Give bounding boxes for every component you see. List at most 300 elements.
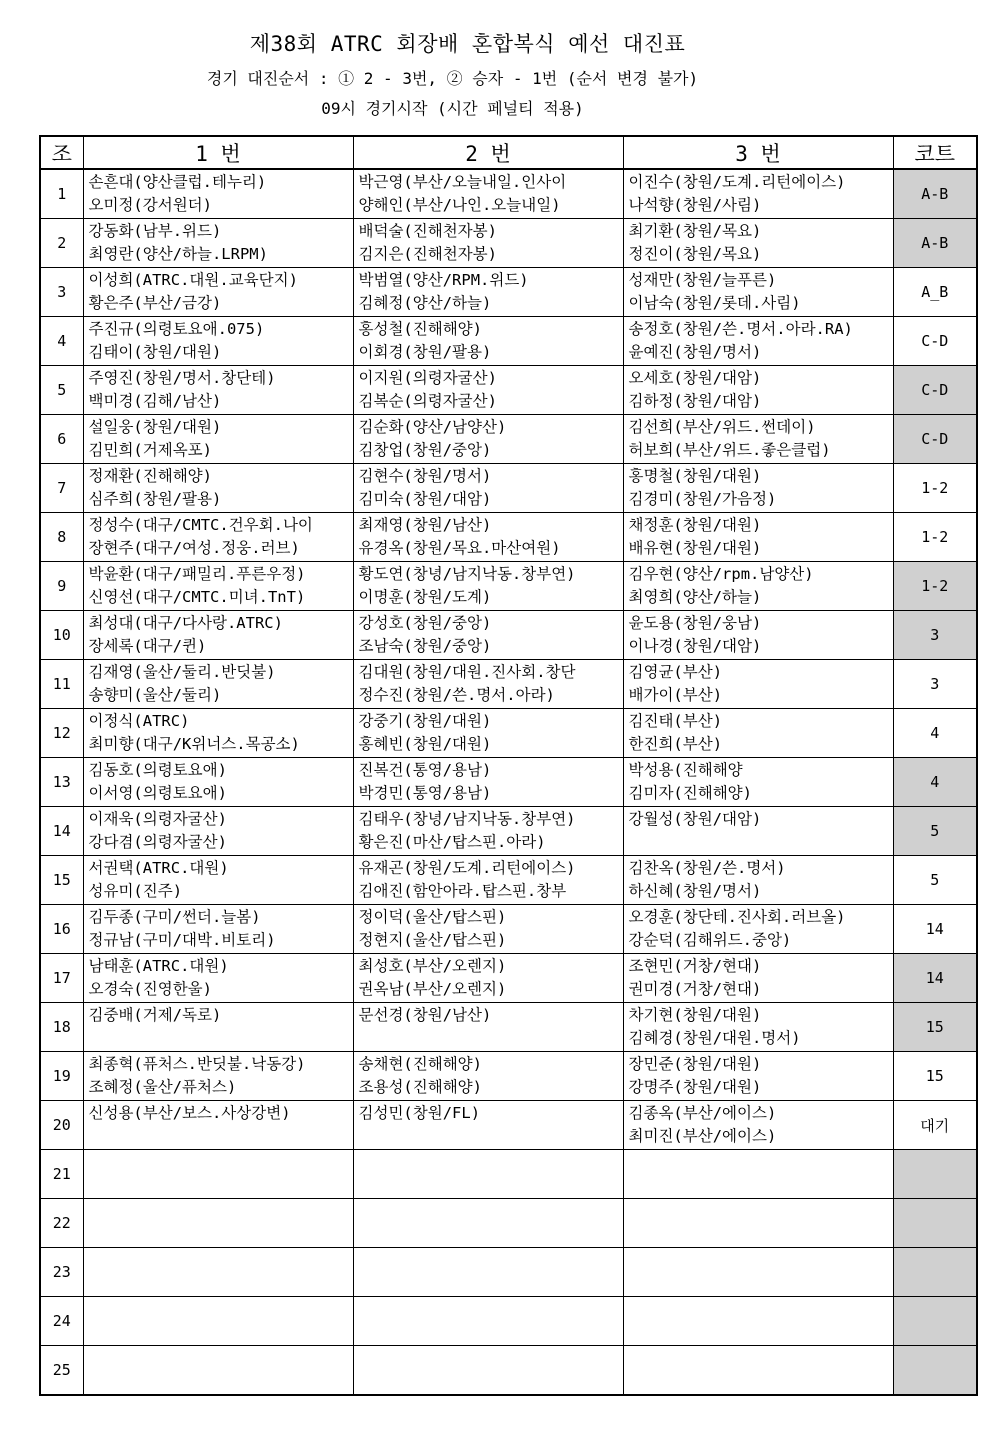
player-name: 김선희(부산/위드.썬데이): [628, 418, 816, 436]
player-name: 하신혜(창원/명서): [628, 882, 762, 900]
team-1-cell: [83, 169, 353, 219]
team-1-cell: [83, 1297, 353, 1346]
team-1-cell: [83, 513, 353, 562]
player-name: 김중배(거제/독로): [88, 1006, 222, 1024]
player-name: [629, 1200, 893, 1223]
player-name: 홍명철(창원/대원): [628, 467, 762, 485]
player-name: [629, 831, 893, 854]
team-2-cell: [353, 366, 623, 415]
court-assignment: C-D: [893, 415, 977, 464]
player-name: 오세호(창원/대암): [628, 369, 762, 387]
team-1-cell: [83, 1003, 353, 1052]
player-name: 최기환(창원/목요): [628, 222, 762, 240]
player-name: 최영희(양산/하늘): [628, 588, 762, 606]
group-number: 11: [40, 660, 83, 709]
player-name: 오미정(강서원더): [88, 196, 212, 214]
player-name: 권옥남(부산/오렌지): [358, 980, 507, 998]
group-number: 6: [40, 415, 83, 464]
team-3-cell: [623, 1346, 893, 1396]
table-row: [40, 611, 977, 660]
player-name: [629, 1347, 893, 1370]
player-name: 장민준(창원/대원): [628, 1055, 762, 1073]
player-name: 김찬옥(창원/쓴.명서): [628, 859, 786, 877]
group-number: 23: [40, 1248, 83, 1297]
player-name: 장현주(대구/여성.정웅.러브): [88, 539, 300, 557]
player-name: 최재영(창원/남산): [358, 516, 492, 534]
team-2-cell: [353, 268, 623, 317]
player-name: 윤도용(창원/웅남): [628, 614, 762, 632]
team-2-cell: [353, 219, 623, 268]
group-number: 14: [40, 807, 83, 856]
player-name: [359, 1321, 623, 1344]
table-row: [40, 1150, 977, 1199]
group-number: 13: [40, 758, 83, 807]
player-name: 이서영(의령토요애): [88, 784, 227, 802]
player-name: 남태훈(ATRC.대원): [88, 957, 229, 975]
player-name: 백미경(김해/남산): [88, 392, 222, 410]
player-name: 김혜정(양산/하늘): [358, 294, 492, 312]
team-2-cell: [353, 1003, 623, 1052]
team-2-cell: [353, 611, 623, 660]
court-assignment: [893, 1297, 977, 1346]
player-name: [359, 1370, 623, 1393]
player-name: 나석향(창원/사림): [628, 196, 762, 214]
table-row: [40, 1248, 977, 1297]
team-3-cell: [623, 513, 893, 562]
player-name: 진복건(통영/용남): [358, 761, 492, 779]
table-row: [40, 954, 977, 1003]
player-name: 정현지(울산/탑스핀): [358, 931, 507, 949]
table-row: [40, 169, 977, 219]
player-name: [629, 1223, 893, 1246]
player-name: 황은주(부산/금강): [88, 294, 222, 312]
player-name: 배유현(창원/대원): [628, 539, 762, 557]
court-assignment: 4: [893, 758, 977, 807]
group-number: 24: [40, 1297, 83, 1346]
player-name: 허보희(부산/위드.좋은클럽): [628, 441, 831, 459]
team-1-cell: [83, 219, 353, 268]
table-row: [40, 1199, 977, 1248]
player-name: 김순화(양산/남양산): [358, 418, 507, 436]
player-name: 김성민(창원/FL): [358, 1104, 481, 1122]
player-name: 심주희(창원/팔용): [88, 490, 222, 508]
court-assignment: 15: [893, 1052, 977, 1101]
group-number: 16: [40, 905, 83, 954]
team-1-cell: [83, 415, 353, 464]
court-assignment: 14: [893, 954, 977, 1003]
player-name: 김동호(의령토요애): [88, 761, 227, 779]
court-assignment: 4: [893, 709, 977, 758]
group-number: 18: [40, 1003, 83, 1052]
player-name: 성유미(진주): [88, 882, 183, 900]
player-name: 한진희(부산): [628, 735, 723, 753]
team-1-cell: [83, 660, 353, 709]
player-name: 손흔대(양산클럽.테누리): [88, 173, 267, 191]
team-3-cell: [623, 317, 893, 366]
player-name: 이회경(창원/팔용): [358, 343, 492, 361]
table-row: [40, 709, 977, 758]
team-2-cell: [353, 709, 623, 758]
player-name: [89, 1347, 353, 1370]
player-name: 정규남(구미/대박.비토리): [88, 931, 276, 949]
player-name: 김우현(양산/rpm.남양산): [628, 565, 814, 583]
player-name: 장세록(대구/퀸): [88, 637, 207, 655]
team-3-cell: [623, 954, 893, 1003]
player-name: 이성희(ATRC.대원.교육단지): [88, 271, 298, 289]
player-name: 이정식(ATRC): [88, 712, 190, 730]
team-2-cell: [353, 415, 623, 464]
court-assignment: 3: [893, 611, 977, 660]
team-3-cell: [623, 807, 893, 856]
player-name: 배가이(부산): [628, 686, 723, 704]
team-3-cell: [623, 758, 893, 807]
player-name: 송향미(울산/둘리): [88, 686, 222, 704]
player-name: [359, 1027, 623, 1050]
player-name: 최미향(대구/K위너스.목공소): [88, 735, 300, 753]
column-header-team1: 1 번: [83, 136, 353, 169]
table-row: [40, 807, 977, 856]
header-row: [40, 136, 977, 169]
player-name: 황도연(창녕/남지낙동.창부연): [358, 565, 576, 583]
team-3-cell: [623, 169, 893, 219]
team-1-cell: [83, 366, 353, 415]
team-2-cell: [353, 562, 623, 611]
team-3-cell: [623, 415, 893, 464]
player-name: 김미숙(창원/대암): [358, 490, 492, 508]
table-row: [40, 1346, 977, 1396]
team-3-cell: [623, 1003, 893, 1052]
team-1-cell: [83, 1101, 353, 1150]
team-1-cell: [83, 709, 353, 758]
team-3-cell: [623, 660, 893, 709]
player-name: 최종혁(퓨처스.반딧불.낙동강): [88, 1055, 306, 1073]
team-1-cell: [83, 317, 353, 366]
player-name: [89, 1200, 353, 1223]
court-assignment: 1-2: [893, 464, 977, 513]
player-name: 송정호(창원/쓴.명서.아라.RA): [628, 320, 853, 338]
player-name: [629, 1321, 893, 1344]
player-name: 정수진(창원/쓴.명서.아라): [358, 686, 555, 704]
group-number: 15: [40, 856, 83, 905]
player-name: [89, 1249, 353, 1272]
player-name: 윤예진(창원/명서): [628, 343, 762, 361]
player-name: [89, 1370, 353, 1393]
player-name: [629, 1298, 893, 1321]
team-1-cell: [83, 758, 353, 807]
player-name: 김현수(창원/명서): [358, 467, 492, 485]
team-3-cell: [623, 709, 893, 758]
table-row: [40, 1052, 977, 1101]
player-name: 정이덕(울산/탑스핀): [358, 908, 507, 926]
player-name: 주영진(창원/명서.창단테): [88, 369, 276, 387]
bracket-table: [39, 135, 978, 1396]
player-name: 김태이(창원/대원): [88, 343, 222, 361]
court-assignment: A-B: [893, 219, 977, 268]
player-name: 이명훈(창원/도계): [358, 588, 492, 606]
court-assignment: [893, 1248, 977, 1297]
team-1-cell: [83, 611, 353, 660]
group-number: 7: [40, 464, 83, 513]
team-1-cell: [83, 954, 353, 1003]
team-3-cell: [623, 562, 893, 611]
page-title: 제38회 ATRC 회장배 혼합복식 예선 대진표: [249, 32, 686, 56]
court-assignment: C-D: [893, 366, 977, 415]
player-name: [89, 1125, 353, 1148]
table-row: [40, 464, 977, 513]
player-name: [359, 1174, 623, 1197]
team-1-cell: [83, 1150, 353, 1199]
player-name: 이나경(창원/대암): [628, 637, 762, 655]
group-number: 3: [40, 268, 83, 317]
court-assignment: A-B: [893, 169, 977, 219]
player-name: 김민희(거제옥포): [88, 441, 212, 459]
player-name: 강명주(창원/대원): [628, 1078, 762, 1096]
team-2-cell: [353, 807, 623, 856]
team-1-cell: [83, 1199, 353, 1248]
player-name: 오경숙(진영한울): [88, 980, 212, 998]
player-name: 김애진(함안아라.탑스핀.창부: [358, 882, 567, 900]
player-name: 김혜경(창원/대원.명서): [628, 1029, 801, 1047]
table-row: [40, 1101, 977, 1150]
court-assignment: 3: [893, 660, 977, 709]
player-name: 강성호(창원/중앙): [358, 614, 492, 632]
team-2-cell: [353, 856, 623, 905]
team-2-cell: [353, 317, 623, 366]
table-row: [40, 415, 977, 464]
team-3-cell: [623, 1248, 893, 1297]
team-2-cell: [353, 1297, 623, 1346]
team-3-cell: [623, 366, 893, 415]
player-name: [359, 1347, 623, 1370]
team-3-cell: [623, 1052, 893, 1101]
group-number: 12: [40, 709, 83, 758]
team-2-cell: [353, 1101, 623, 1150]
player-name: 성재만(창원/늘푸른): [628, 271, 777, 289]
player-name: 신성용(부산/보스.사상강변): [88, 1104, 291, 1122]
court-assignment: 대기: [893, 1101, 977, 1150]
team-1-cell: [83, 807, 353, 856]
player-name: [359, 1272, 623, 1295]
player-name: [359, 1223, 623, 1246]
player-name: 배덕술(진해천자봉): [358, 222, 497, 240]
player-name: [629, 1151, 893, 1174]
table-row: [40, 317, 977, 366]
player-name: 권미경(거창/현대): [628, 980, 762, 998]
player-name: 유재곤(창원/도계.리턴에이스): [358, 859, 576, 877]
player-name: 이진수(창원/도계.리턴에이스): [628, 173, 846, 191]
player-name: 유경옥(창원/목요.마산여원): [358, 539, 561, 557]
player-name: 이재욱(의령자굴산): [88, 810, 227, 828]
player-name: 최성호(부산/오렌지): [358, 957, 507, 975]
player-name: [629, 1249, 893, 1272]
court-assignment: [893, 1346, 977, 1396]
team-2-cell: [353, 1199, 623, 1248]
player-name: [359, 1298, 623, 1321]
team-3-cell: [623, 219, 893, 268]
team-2-cell: [353, 513, 623, 562]
player-name: 김대원(창원/대원.진사회.창단: [358, 663, 576, 681]
team-1-cell: [83, 905, 353, 954]
player-name: [629, 1370, 893, 1393]
player-name: 김창업(창원/중앙): [358, 441, 492, 459]
player-name: 강순덕(김해위드.중앙): [628, 931, 792, 949]
team-1-cell: [83, 1346, 353, 1396]
team-3-cell: [623, 464, 893, 513]
table-row: [40, 366, 977, 415]
player-name: 홍혜빈(창원/대원): [358, 735, 492, 753]
player-name: 정성수(대구/CMTC.건우회.나이: [88, 516, 313, 534]
group-number: 1: [40, 169, 83, 219]
team-2-cell: [353, 954, 623, 1003]
player-name: 김복순(의령자굴산): [358, 392, 497, 410]
player-name: [89, 1298, 353, 1321]
table-row: [40, 268, 977, 317]
group-number: 25: [40, 1346, 83, 1396]
player-name: [359, 1249, 623, 1272]
player-name: [629, 1272, 893, 1295]
column-header-team2: 2 번: [353, 136, 623, 169]
player-name: 조혜정(울산/퓨처스): [88, 1078, 237, 1096]
player-name: 김재영(울산/둘리.반딧불): [88, 663, 276, 681]
group-number: 5: [40, 366, 83, 415]
player-name: 최미진(부산/에이스): [628, 1127, 777, 1145]
player-name: 김경미(창원/가음정): [628, 490, 777, 508]
table-row: [40, 758, 977, 807]
table-row: [40, 1003, 977, 1052]
player-name: 최영란(양산/하늘.LRPM): [88, 245, 268, 263]
player-name: [359, 1125, 623, 1148]
column-header-group: 조: [40, 136, 83, 169]
player-name: 강월성(창원/대암): [628, 810, 762, 828]
team-1-cell: [83, 856, 353, 905]
group-number: 21: [40, 1150, 83, 1199]
team-2-cell: [353, 1052, 623, 1101]
player-name: [89, 1174, 353, 1197]
team-3-cell: [623, 905, 893, 954]
team-1-cell: [83, 464, 353, 513]
player-name: 김영균(부산): [628, 663, 723, 681]
player-name: 주진규(의령토요애.075): [88, 320, 265, 338]
team-1-cell: [83, 1052, 353, 1101]
player-name: 조현민(거창/현대): [628, 957, 762, 975]
court-assignment: C-D: [893, 317, 977, 366]
player-name: 홍성철(진해해양): [358, 320, 482, 338]
table-row: [40, 562, 977, 611]
group-number: 4: [40, 317, 83, 366]
start-time-note: 09시 경기시작 (시간 페널티 적용): [321, 99, 584, 118]
team-1-cell: [83, 1248, 353, 1297]
group-number: 8: [40, 513, 83, 562]
player-name: [359, 1151, 623, 1174]
player-name: 박근영(부산/오늘내일.인사이: [358, 173, 567, 191]
player-name: 차기현(창원/대원): [628, 1006, 762, 1024]
player-name: 이남숙(창원/롯데.사림): [628, 294, 801, 312]
group-number: 20: [40, 1101, 83, 1150]
court-assignment: 5: [893, 807, 977, 856]
player-name: 김미자(진해해양): [628, 784, 752, 802]
player-name: 박범열(양산/RPM.위드): [358, 271, 529, 289]
group-number: 2: [40, 219, 83, 268]
player-name: 오경훈(창단테.진사회.러브올): [628, 908, 846, 926]
player-name: [89, 1272, 353, 1295]
player-name: 최성대(대구/다사랑.ATRC): [88, 614, 283, 632]
player-name: 박윤환(대구/패밀리.푸른우정): [88, 565, 306, 583]
court-assignment: [893, 1150, 977, 1199]
player-name: 황은진(마산/탑스핀.아라): [358, 833, 546, 851]
player-name: 김지은(진해천자봉): [358, 245, 497, 263]
player-name: 김진태(부산): [628, 712, 723, 730]
team-2-cell: [353, 905, 623, 954]
player-name: 강중기(창원/대원): [358, 712, 492, 730]
team-3-cell: [623, 1297, 893, 1346]
team-3-cell: [623, 268, 893, 317]
team-3-cell: [623, 611, 893, 660]
table-row: [40, 513, 977, 562]
court-assignment: 5: [893, 856, 977, 905]
team-2-cell: [353, 169, 623, 219]
player-name: [89, 1151, 353, 1174]
match-order-note: 경기 대진순서 : ① 2 - 3번, ② 승자 - 1번 (순서 변경 불가): [206, 69, 699, 88]
column-header-court: 코트: [893, 136, 977, 169]
player-name: 송채현(진해해양): [358, 1055, 482, 1073]
court-assignment: [893, 1199, 977, 1248]
player-name: 문선경(창원/남산): [358, 1006, 492, 1024]
player-name: [359, 1200, 623, 1223]
team-3-cell: [623, 856, 893, 905]
player-name: 박경민(통영/용남): [358, 784, 492, 802]
team-1-cell: [83, 268, 353, 317]
player-name: [89, 1223, 353, 1246]
court-assignment: 1-2: [893, 513, 977, 562]
player-name: 김태우(창녕/남지낙동.창부연): [358, 810, 576, 828]
team-2-cell: [353, 660, 623, 709]
team-3-cell: [623, 1199, 893, 1248]
table-row: [40, 660, 977, 709]
player-name: 설일웅(창원/대원): [88, 418, 222, 436]
group-number: 9: [40, 562, 83, 611]
court-assignment: A_B: [893, 268, 977, 317]
player-name: 정진이(창원/목요): [628, 245, 762, 263]
player-name: 양해인(부산/나인.오늘내일): [358, 196, 561, 214]
team-2-cell: [353, 758, 623, 807]
player-name: 조남숙(창원/중앙): [358, 637, 492, 655]
table-row: [40, 1297, 977, 1346]
group-number: 19: [40, 1052, 83, 1101]
court-assignment: 14: [893, 905, 977, 954]
team-2-cell: [353, 464, 623, 513]
table-row: [40, 856, 977, 905]
player-name: 김두종(구미/썬더.늘봄): [88, 908, 261, 926]
team-3-cell: [623, 1101, 893, 1150]
player-name: 정재환(진해해양): [88, 467, 212, 485]
team-3-cell: [623, 1150, 893, 1199]
player-name: 김종옥(부산/에이스): [628, 1104, 777, 1122]
player-name: 김하정(창원/대암): [628, 392, 762, 410]
player-name: [89, 1321, 353, 1344]
player-name: 이지원(의령자굴산): [358, 369, 497, 387]
player-name: 강다겸(의령자굴산): [88, 833, 227, 851]
player-name: 강동화(남부.위드): [88, 222, 222, 240]
team-2-cell: [353, 1248, 623, 1297]
player-name: 박성용(진해해양: [628, 761, 743, 779]
player-name: 채정훈(창원/대원): [628, 516, 762, 534]
group-number: 22: [40, 1199, 83, 1248]
player-name: [629, 1174, 893, 1197]
player-name: 서권택(ATRC.대원): [88, 859, 229, 877]
group-number: 17: [40, 954, 83, 1003]
court-assignment: 15: [893, 1003, 977, 1052]
team-1-cell: [83, 562, 353, 611]
